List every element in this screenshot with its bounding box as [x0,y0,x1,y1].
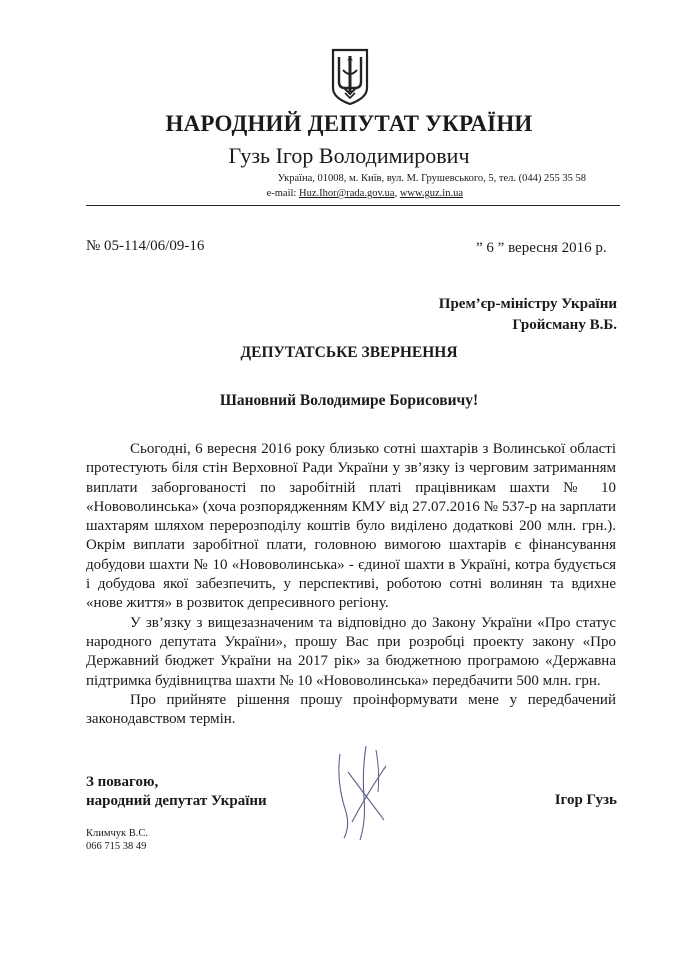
closing-title: народний депутат України [86,793,267,809]
salutation: Шановний Володимире Борисовичу! [219,392,479,409]
letterhead-contacts [186,188,463,199]
executor-phone: 066 715 38 49 [86,841,147,852]
addressee-position: Прем’єр-міністру України [438,296,617,312]
letterhead-title: НАРОДНИЙ ДЕПУТАТ УКРАЇНИ [165,111,533,136]
website-link[interactable]: www.guz.in.ua [399,188,463,199]
executor-name: Климчук В.С. [86,828,149,839]
body-paragraph: У зв’язку з вищезазначеним та відповідно до Закону України «Про статус народного депутата України», прошу Вас при розробці проекту закону «Про Державний бюджет України на 2017 рік» за бюджетною програмою «Державна підтримка будівництва шахти № 10 «Нововолинська» передбачити 500 млн. грн. [86,614,616,689]
closing-block [86,773,267,811]
email-prefix: e-mail: [266,188,297,199]
body-paragraph: Сьогодні, 6 вересня 2016 року близько сотні шахтарів з Волинської області протестують біля стін Верховної Ради України у зв’язку із черговим затриманням виплати заборгованості по заробітній платі працівникам шахти № 10 «Нововолинська» (хоча розпорядженням КМУ від 27.07.2016 № 537-р на зарплати шахтарям шляхом перерозподілу коштів було виділено додаткові 200 млн. грн.). Окрім виплати заробітної плати, головною вимогою шахтарів є фінансування добудови шахти № 10 «Нововолинська» - єдиної шахти в Україні, котра будується і добудова якої забезпечить, у перспективі, роботою сотні волинян та вдихне «нове життя» в розвиток депресивного регіону. [86,441,616,612]
letterhead-address: Україна, 01008, м. Київ, вул. М. Грушевського, 5, тел. (044) 255 35 58 [277,173,586,184]
closing-regards: З повагою, [86,774,159,790]
email-link[interactable]: Huz.Ihor@rada.gov.ua [298,188,395,199]
letter-body [86,440,616,729]
document-heading: ДЕПУТАТСЬКЕ ЗВЕРНЕННЯ [240,344,458,361]
body-paragraph: Про прийняте рішення прошу проінформувати мене у передбачений законодавством термін. [86,691,616,728]
handwritten-signature-icon [318,742,408,842]
document-number: № 05-114/06/09-16 [86,238,205,254]
document-date: ” 6 ” вересня 2016 р. [476,240,607,256]
contacts-separator: , [394,188,398,199]
letterhead-divider [86,205,620,206]
addressee-name: Гройсману В.Б. [512,317,617,333]
signer-name: Ігор Гузь [554,792,617,808]
trident-emblem-icon [330,48,370,106]
footer-executor [86,827,148,853]
letterhead-name: Гузь Ігор Володимирович [228,143,470,168]
